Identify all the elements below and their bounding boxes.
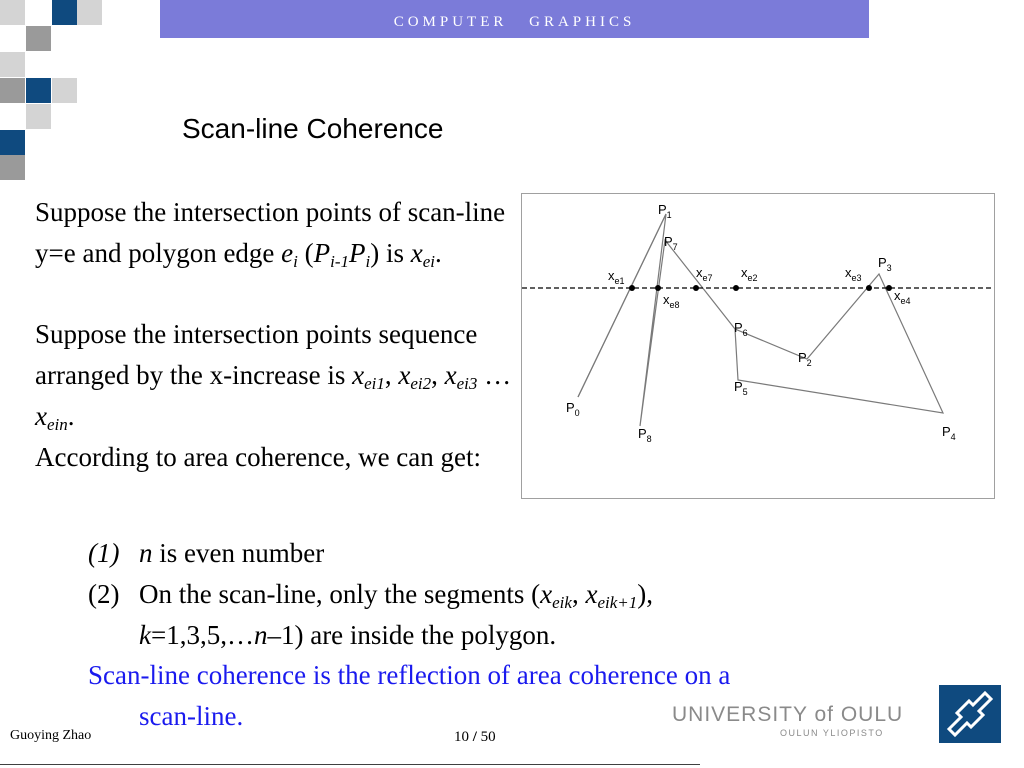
intersection-label: $x_{e2}$ bbox=[741, 265, 758, 283]
text: =1,3,5,… bbox=[150, 620, 254, 650]
text: . bbox=[67, 401, 75, 431]
vertex-label: $P_8$ bbox=[638, 426, 652, 444]
text: ) is bbox=[370, 238, 411, 268]
intersection-label: $x_{e1}$ bbox=[608, 268, 625, 286]
text: ( bbox=[297, 238, 314, 268]
paragraph-sequence bbox=[35, 314, 515, 437]
text: , bbox=[431, 360, 445, 390]
subscript: ei1 bbox=[364, 374, 385, 393]
text: P bbox=[349, 238, 366, 268]
vertex-label: $P_7$ bbox=[664, 234, 678, 252]
intersection-point bbox=[693, 285, 699, 291]
deco-square bbox=[0, 155, 25, 180]
deco-square bbox=[0, 52, 25, 77]
deco-square bbox=[0, 78, 25, 103]
vertex-label: $P_2$ bbox=[798, 350, 812, 368]
text: is even number bbox=[152, 538, 325, 568]
deco-square bbox=[0, 130, 25, 155]
text: . bbox=[435, 238, 442, 268]
subscript: i bbox=[293, 252, 298, 271]
header-title: COMPUTER GRAPHICS bbox=[393, 14, 636, 30]
text: … bbox=[477, 360, 512, 390]
highlight-statement: scan-line. bbox=[139, 701, 244, 731]
page-total: 50 bbox=[480, 729, 496, 745]
page-current: 10 bbox=[454, 729, 469, 745]
vertex-label: $P_1$ bbox=[658, 202, 672, 220]
paragraph-conclusion: According to area coherence, we can get: bbox=[35, 442, 482, 472]
text: On the scan-line, only the segments ( bbox=[139, 579, 541, 609]
polygon-edge bbox=[578, 214, 666, 397]
highlight-statement: Scan-line coherence is the reflection of area coherence on a bbox=[88, 660, 731, 690]
deco-square bbox=[26, 78, 51, 103]
text: Suppose the intersection points sequence arranged by the x-increase is bbox=[35, 319, 478, 390]
list-number: (2) bbox=[88, 579, 120, 609]
subscript: i-1 bbox=[330, 252, 350, 271]
logo-glyph bbox=[939, 685, 1001, 743]
footer-author: Guoying Zhao bbox=[10, 728, 92, 743]
text: x bbox=[352, 360, 365, 390]
intersection-label: $x_{e8}$ bbox=[663, 292, 680, 310]
polygon-diagram bbox=[522, 194, 994, 498]
deco-square bbox=[52, 0, 77, 25]
intersection-point bbox=[655, 285, 661, 291]
intersection-label: $x_{e4}$ bbox=[894, 288, 911, 306]
subscript: i bbox=[365, 252, 371, 271]
university-name: UNIVERSITY of OULU bbox=[672, 703, 904, 726]
text: P bbox=[313, 238, 331, 268]
deco-square bbox=[26, 26, 51, 51]
intersection-point bbox=[629, 285, 635, 291]
subscript: ei3 bbox=[456, 374, 478, 393]
subscript: eik+1 bbox=[597, 593, 638, 612]
polygon-outline bbox=[578, 214, 943, 426]
intersection-point bbox=[733, 285, 739, 291]
text: x bbox=[540, 579, 553, 609]
text: x bbox=[398, 360, 411, 390]
deco-square bbox=[77, 0, 102, 25]
intersection-point bbox=[886, 285, 892, 291]
deco-square bbox=[0, 0, 25, 25]
subscript: ei2 bbox=[410, 374, 432, 393]
vertex-label: $P_4$ bbox=[942, 424, 956, 442]
text: x bbox=[444, 360, 457, 390]
text: n bbox=[253, 620, 268, 650]
text: ), bbox=[637, 579, 653, 609]
text: x bbox=[410, 238, 423, 268]
intersection-point bbox=[866, 285, 872, 291]
university-subtitle: OULUN YLIOPISTO bbox=[780, 728, 884, 738]
scan-line-figure bbox=[521, 193, 995, 499]
subscript: ein bbox=[46, 415, 68, 434]
deco-square bbox=[26, 104, 51, 129]
subscript: eik bbox=[552, 593, 572, 612]
list-item-text bbox=[139, 579, 653, 610]
vertex-label: $P_3$ bbox=[878, 255, 892, 273]
text: x bbox=[585, 579, 598, 609]
footer-divider bbox=[0, 764, 700, 765]
vertex-label: $P_5$ bbox=[734, 379, 748, 397]
intersection-label: $x_{e7}$ bbox=[696, 265, 713, 283]
text: x bbox=[35, 401, 47, 431]
text: n bbox=[139, 538, 153, 568]
list-number: (1) bbox=[88, 538, 120, 568]
intersection-label: $x_{e3}$ bbox=[845, 265, 862, 283]
text: , bbox=[571, 579, 586, 609]
text: k bbox=[139, 620, 151, 650]
page-number bbox=[454, 729, 496, 746]
list-item-text bbox=[139, 620, 556, 651]
slide-title: Scan-line Coherence bbox=[182, 113, 444, 144]
vertex-label: $P_6$ bbox=[734, 320, 748, 338]
text: e bbox=[281, 238, 294, 268]
text: , bbox=[384, 360, 399, 390]
vertex-label: $P_0$ bbox=[566, 400, 580, 418]
deco-square bbox=[52, 78, 77, 103]
subscript: ei bbox=[422, 252, 436, 271]
paragraph-definition bbox=[35, 192, 515, 274]
list-item-text bbox=[139, 538, 324, 569]
text: Suppose the intersection points of scan-line y=e and polygon edge bbox=[35, 197, 506, 268]
page-separator: / bbox=[469, 729, 481, 745]
text: –1) are inside the polygon. bbox=[267, 620, 557, 650]
university-logo-icon bbox=[939, 685, 1001, 743]
